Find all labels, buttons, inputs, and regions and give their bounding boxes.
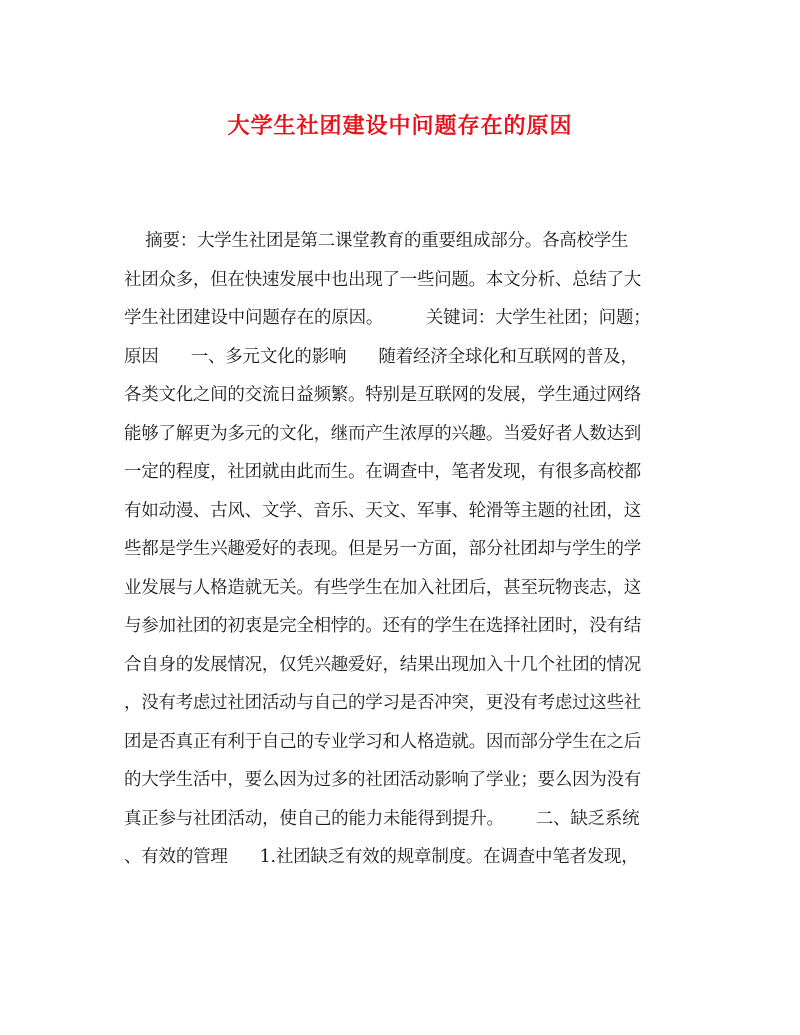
document-title: 大学生社团建设中问题存在的原因 (227, 113, 573, 139)
body-text-line: 原因 一、多元文化的影响 随着经济全球化和互联网的普及， (124, 346, 638, 367)
body-text-line: 一定的程度，社团就由此而生。在调查中，笔者发现，有很多高校都 (124, 462, 641, 482)
body-text-line: 社团众多，但在快速发展中也出现了一些问题。本文分析、总结了大 (124, 269, 641, 290)
body-text-line: 摘要：大学生社团是第二课堂教育的重要组成部分。各高校学生 (124, 231, 629, 251)
body-text-line: 真正参与社团活动，使自己的能力未能得到提升。 二、缺乏系统 (124, 808, 640, 829)
body-text-line: 与参加社团的初衷是完全相悖的。还有的学生在选择社团时，没有结 (124, 616, 641, 636)
body-text-line: 能够了解更为多元的文化，继而产生浓厚的兴趣。当爱好者人数达到 (124, 423, 641, 444)
body-text-line: 合自身的发展情况，仅凭兴趣爱好，结果出现加入十几个社团的情况 (124, 654, 641, 675)
body-text-line: 的大学生活中，要么因为过多的社团活动影响了学业；要么因为没有 (124, 770, 641, 790)
body-text-line: 业发展与人格造就无关。有些学生在加入社团后，甚至玩物丧志，这 (124, 577, 641, 598)
body-text-line: ，没有考虑过社团活动与自己的学习是否冲突，更没有考虑过这些社 (124, 693, 641, 713)
body-text-line: 团是否真正有利于自己的专业学习和人格造就。因而部分学生在之后 (124, 731, 641, 752)
body-text-line: 有如动漫、古风、文学、音乐、天文、军事、轮滑等主题的社团，这 (124, 500, 641, 521)
body-text-line: 各类文化之间的交流日益频繁。特别是互联网的发展，学生通过网络 (124, 385, 641, 405)
document-body (124, 222, 684, 877)
body-text-line: 学生社团建设中问题存在的原因。 关键词：大学生社团；问题； (124, 308, 651, 328)
body-text-line: 些都是学生兴趣爱好的表现。但是另一方面，部分社团却与学生的学 (124, 539, 641, 559)
body-text-line: 、有效的管理 1.社团缺乏有效的规章制度。在调查中笔者发现， (124, 847, 639, 867)
